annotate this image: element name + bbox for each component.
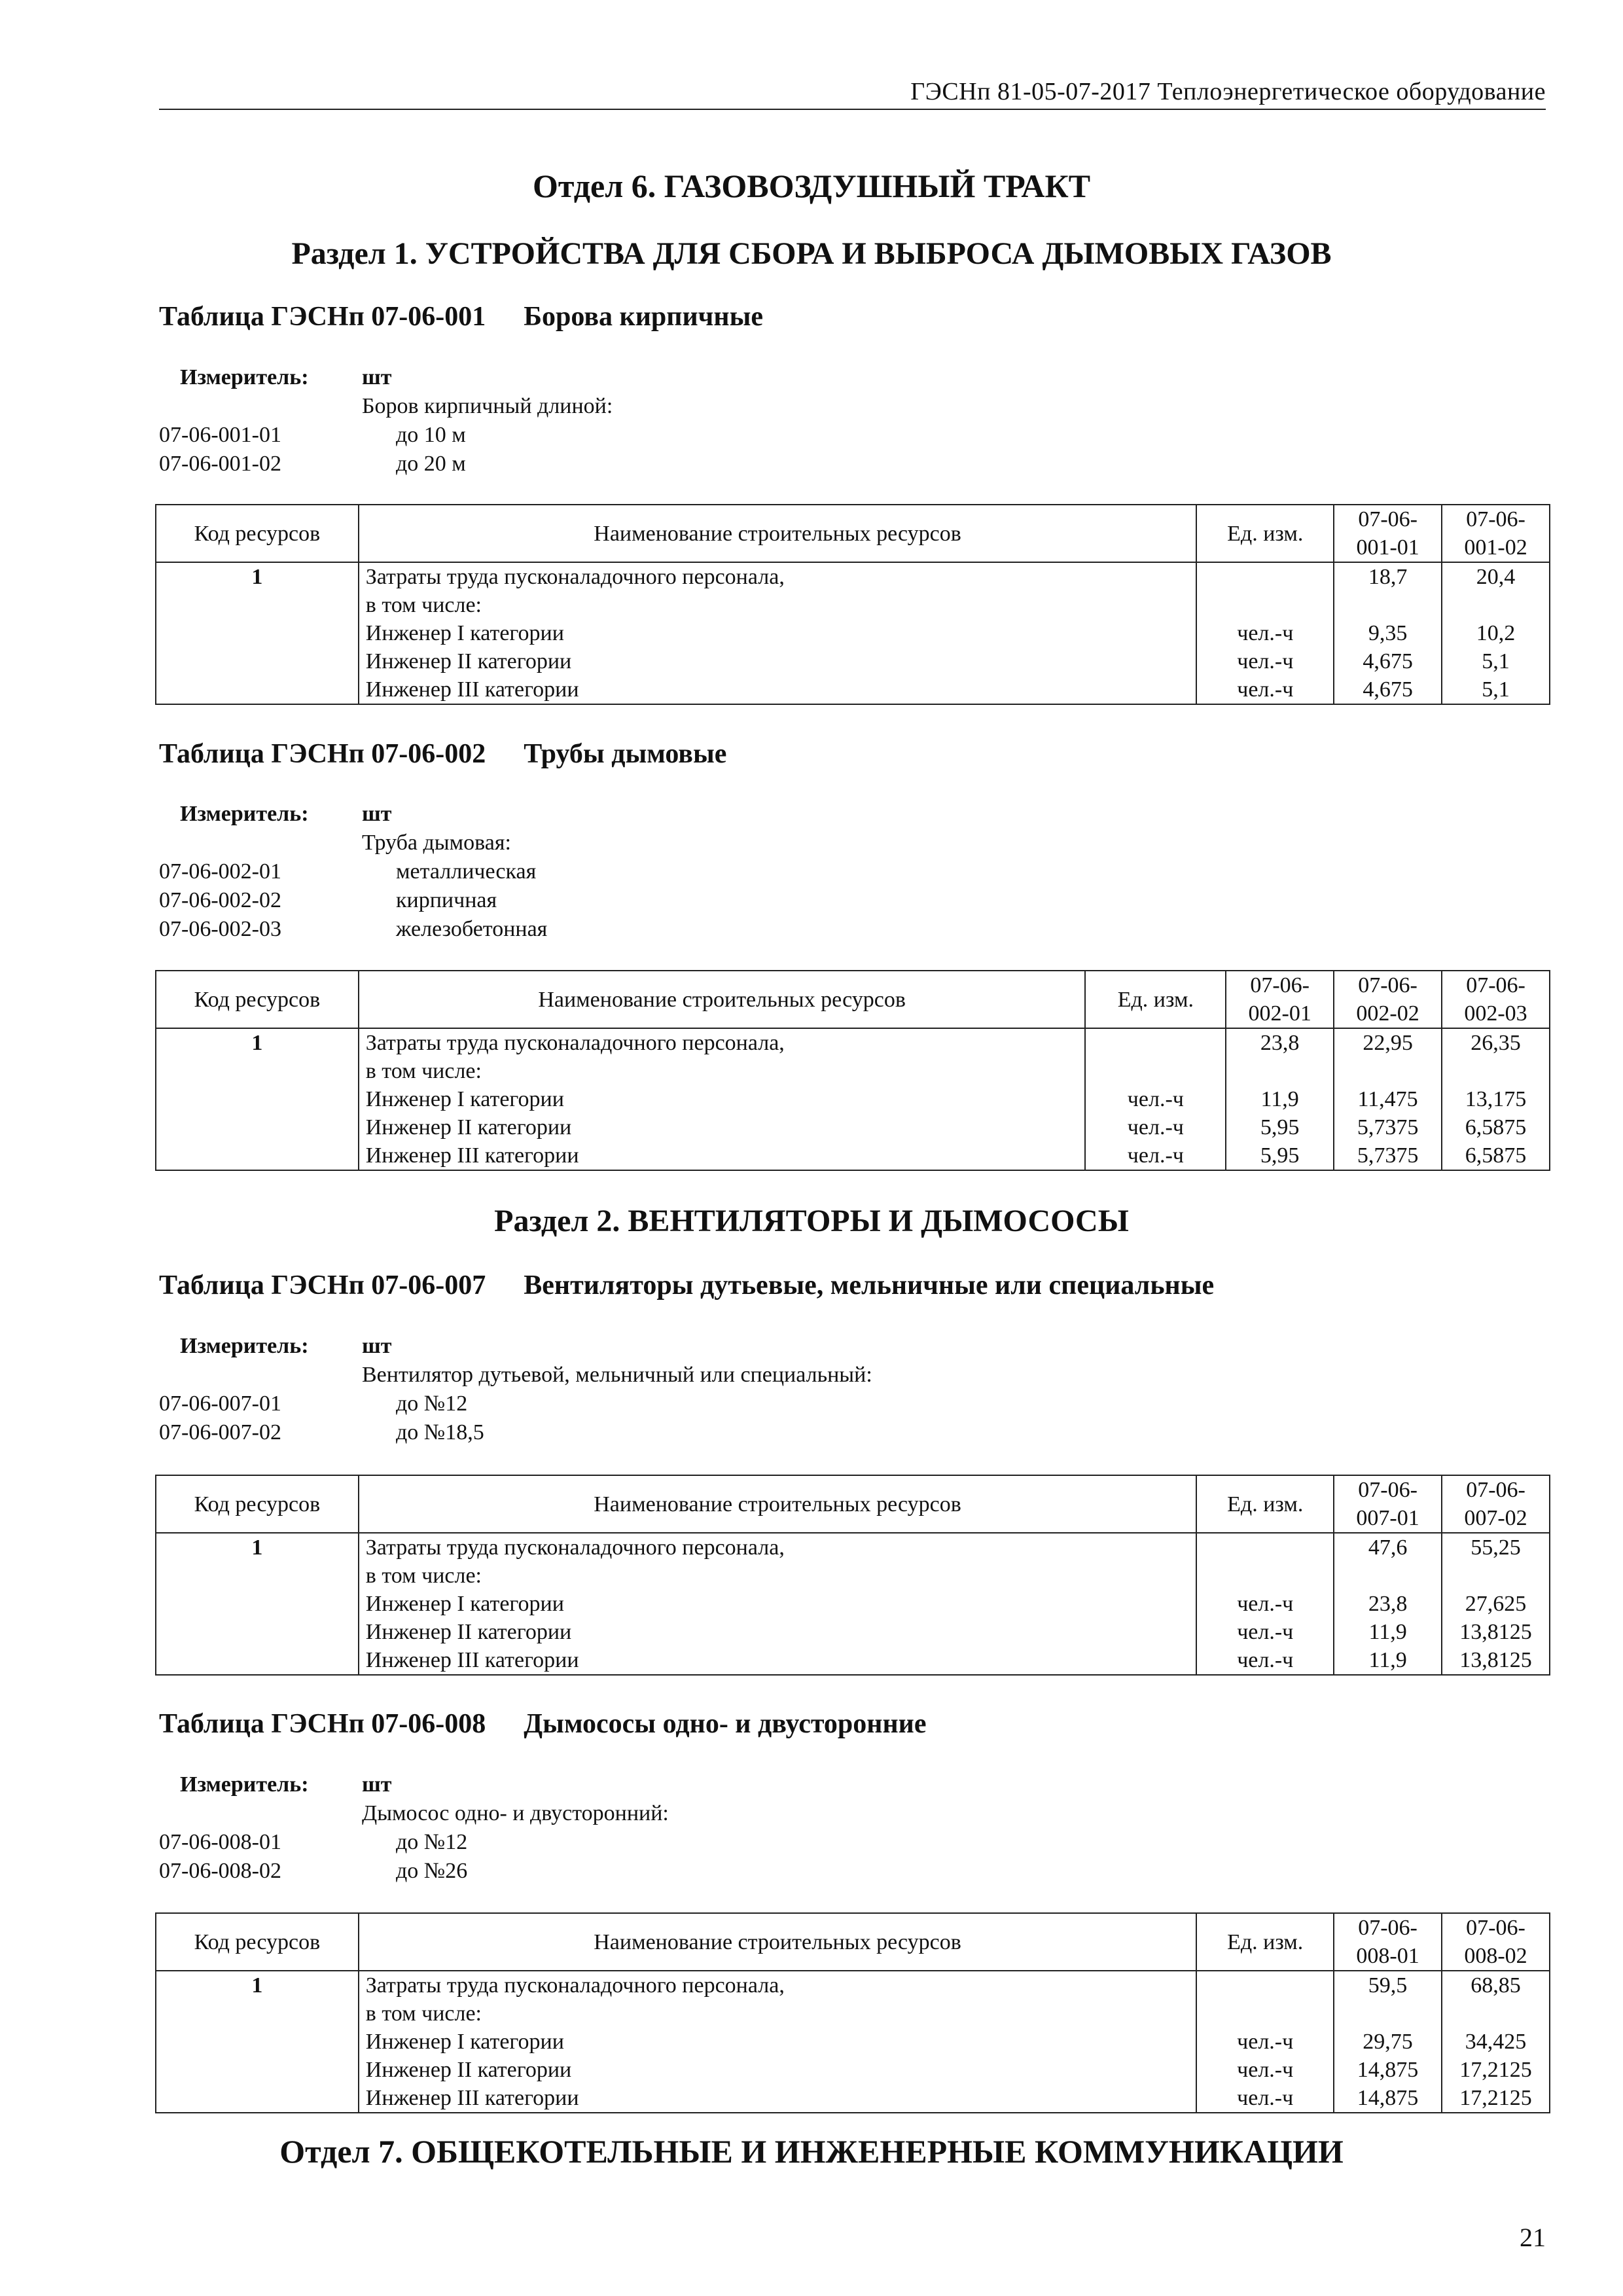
resource-table xyxy=(155,504,1550,705)
table-code: Таблица ГЭСНп 07-06-008 xyxy=(159,1709,486,1739)
col-header-code: Код ресурсов xyxy=(156,1913,359,1971)
item-code: 07-06-008-02 xyxy=(159,1859,281,1883)
item-text: кирпичная xyxy=(396,888,497,912)
col-header-name: Наименование строительных ресурсов xyxy=(359,1475,1197,1533)
table-title xyxy=(159,301,763,332)
col-header-norm: 07-06- 008-01 xyxy=(1334,1913,1442,1971)
col-header-name: Наименование строительных ресурсов xyxy=(359,1913,1197,1971)
item-code: 07-06-002-01 xyxy=(159,859,281,884)
table-row: Инженер III категории чел.-ч 11,9 13,8125 xyxy=(156,1646,1550,1675)
table-row: Инженер I категории чел.-ч 29,75 34,425 xyxy=(156,2028,1550,2056)
table-row: Инженер I категории чел.-ч 23,8 27,625 xyxy=(156,1590,1550,1618)
table-title xyxy=(159,1270,1214,1301)
item-text: до 20 м xyxy=(396,452,466,476)
table-row: в том числе: xyxy=(156,591,1550,619)
table-row: Инженер III категории чел.-ч 5,95 5,7375 6,5875 xyxy=(156,1141,1550,1170)
page-number: 21 xyxy=(1520,2223,1546,2252)
table-row: Инженер II категории чел.-ч 11,9 13,8125 xyxy=(156,1618,1550,1646)
table-row: 1 Затраты труда пусконаладочного персонала, 23,8 22,95 26,35 xyxy=(156,1028,1550,1057)
item-code: 07-06-008-01 xyxy=(159,1830,281,1854)
col-header-norm: 07-06- 007-01 xyxy=(1334,1475,1442,1533)
col-header-norm: 07-06- 002-02 xyxy=(1334,971,1442,1028)
table-row: 1 Затраты труда пусконаладочного персонала, 59,5 68,85 xyxy=(156,1971,1550,2000)
item-code: 07-06-002-02 xyxy=(159,888,281,912)
table-code: Таблица ГЭСНп 07-06-001 xyxy=(159,302,486,332)
col-header-name: Наименование строительных ресурсов xyxy=(359,971,1086,1028)
table-row: Инженер II категории чел.-ч 4,675 5,1 xyxy=(156,647,1550,675)
col-header-code: Код ресурсов xyxy=(156,1475,359,1533)
meter-value: шт xyxy=(362,1334,392,1358)
table-row: Инженер III категории чел.-ч 14,875 17,2125 xyxy=(156,2084,1550,2113)
item-code: 07-06-002-03 xyxy=(159,917,281,941)
table-name: Дымососы одно- и двусторонние xyxy=(524,1709,927,1739)
col-header-unit: Ед. изм. xyxy=(1196,1913,1334,1971)
col-header-code: Код ресурсов xyxy=(156,505,359,562)
table-title xyxy=(159,738,726,770)
col-header-unit: Ед. изм. xyxy=(1196,505,1334,562)
meter-label: Измеритель: xyxy=(180,1334,309,1358)
meter-label: Измеритель: xyxy=(180,1772,309,1797)
meter-value: шт xyxy=(362,802,392,826)
table-row: в том числе: xyxy=(156,1562,1550,1590)
table-row: в том числе: xyxy=(156,1057,1550,1085)
col-header-norm: 07-06- 002-01 xyxy=(1226,971,1334,1028)
col-header-norm: 07-06- 007-02 xyxy=(1442,1475,1550,1533)
table-code: Таблица ГЭСНп 07-06-007 xyxy=(159,1270,486,1300)
col-header-norm: 07-06- 002-03 xyxy=(1442,971,1550,1028)
table-row: Инженер III категории чел.-ч 4,675 5,1 xyxy=(156,675,1550,704)
item-code: 07-06-007-01 xyxy=(159,1391,281,1416)
table-row: Инженер I категории чел.-ч 9,35 10,2 xyxy=(156,619,1550,647)
table-row: 1 Затраты труда пусконаладочного персонала, 47,6 55,25 xyxy=(156,1533,1550,1562)
col-header-norm: 07-06- 008-02 xyxy=(1442,1913,1550,1971)
razdel-1-heading: Раздел 1. УСТРОЙСТВА ДЛЯ СБОРА И ВЫБРОСА ДЫМОВЫХ ГАЗОВ xyxy=(291,236,1332,271)
item-description: Вентилятор дутьевой, мельничный или специальный: xyxy=(362,1363,872,1387)
item-description: Дымосос одно- и двусторонний: xyxy=(362,1801,669,1825)
meter-label: Измеритель: xyxy=(180,365,309,389)
razdel-2-heading: Раздел 2. ВЕНТИЛЯТОРЫ И ДЫМОСОСЫ xyxy=(494,1204,1129,1238)
resource-table xyxy=(155,970,1550,1171)
running-head: ГЭСНп 81-05-07-2017 Теплоэнергетическое оборудование xyxy=(159,77,1546,110)
table-row: Инженер II категории чел.-ч 5,95 5,7375 6,5875 xyxy=(156,1113,1550,1141)
table-code: Таблица ГЭСНп 07-06-002 xyxy=(159,739,486,769)
item-description: Боров кирпичный длиной: xyxy=(362,394,613,418)
table-row: Инженер II категории чел.-ч 14,875 17,2125 xyxy=(156,2056,1550,2084)
table-title xyxy=(159,1708,927,1740)
item-description: Труба дымовая: xyxy=(362,831,511,855)
table-name: Вентиляторы дутьевые, мельничные или специальные xyxy=(524,1270,1215,1300)
table-row: 1 Затраты труда пусконаладочного персонала, 18,7 20,4 xyxy=(156,562,1550,591)
resource-table xyxy=(155,1475,1550,1676)
meter-value: шт xyxy=(362,365,392,389)
otdel-7-heading: Отдел 7. ОБЩЕКОТЕЛЬНЫЕ И ИНЖЕНЕРНЫЕ КОММУНИКАЦИИ xyxy=(279,2133,1344,2170)
item-code: 07-06-001-01 xyxy=(159,423,281,447)
table-row: Инженер I категории чел.-ч 11,9 11,475 13,175 xyxy=(156,1085,1550,1113)
item-text: до №12 xyxy=(396,1830,468,1854)
otdel-6-heading: Отдел 6. ГАЗОВОЗДУШНЫЙ ТРАКТ xyxy=(532,168,1091,204)
col-header-code: Код ресурсов xyxy=(156,971,359,1028)
item-text: железобетонная xyxy=(396,917,548,941)
item-text: до №18,5 xyxy=(396,1420,484,1444)
col-header-norm: 07-06- 001-02 xyxy=(1442,505,1550,562)
table-row: в том числе: xyxy=(156,2000,1550,2028)
item-text: до №12 xyxy=(396,1391,468,1416)
item-code: 07-06-007-02 xyxy=(159,1420,281,1444)
col-header-unit: Ед. изм. xyxy=(1085,971,1226,1028)
col-header-unit: Ед. изм. xyxy=(1196,1475,1334,1533)
item-text: металлическая xyxy=(396,859,537,884)
meter-label: Измеритель: xyxy=(180,802,309,826)
item-text: до №26 xyxy=(396,1859,468,1883)
col-header-norm: 07-06- 001-01 xyxy=(1334,505,1442,562)
col-header-name: Наименование строительных ресурсов xyxy=(359,505,1197,562)
meter-value: шт xyxy=(362,1772,392,1797)
item-code: 07-06-001-02 xyxy=(159,452,281,476)
item-text: до 10 м xyxy=(396,423,466,447)
table-name: Борова кирпичные xyxy=(524,302,764,332)
resource-table xyxy=(155,1912,1550,2113)
table-name: Трубы дымовые xyxy=(524,739,727,769)
